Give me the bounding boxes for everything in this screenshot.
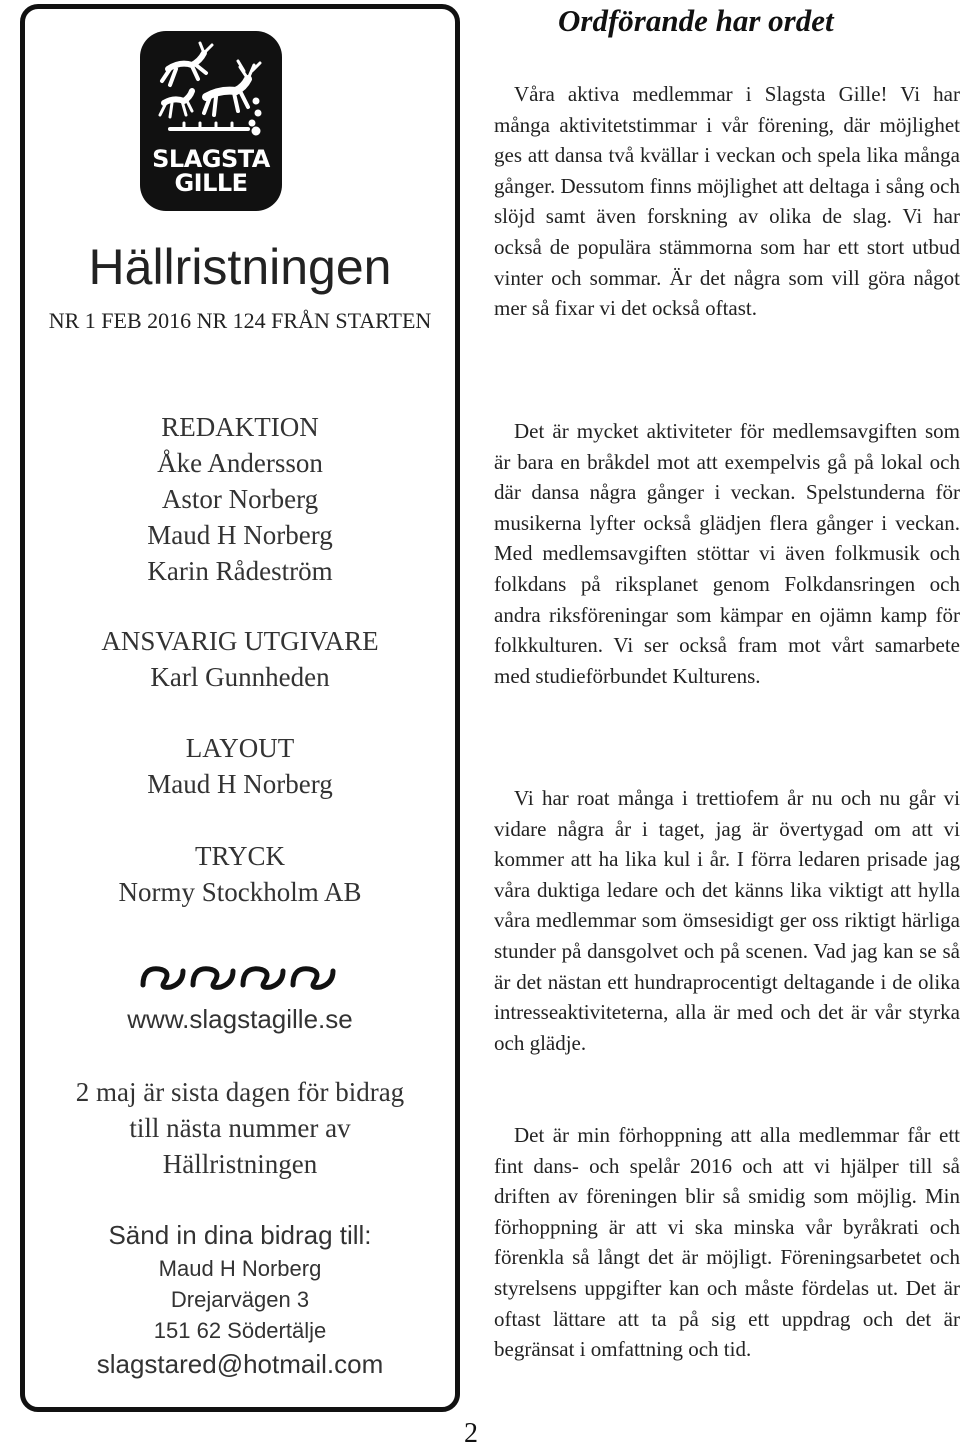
contact-name: Maud H Norberg — [158, 1256, 322, 1281]
redaktion-heading: REDAKTION — [161, 412, 319, 442]
ornament-divider-icon — [137, 959, 347, 993]
paragraph-text: Våra aktiva medlemmar i Slagsta Gille! Vi har många aktivitetstimmar i vår förening, där möjlighet ges att dansa två kvällar i veckan och spela lika många gånger. Dessutom finns möjlighet att deltaga i sång och slöjd samt även forskning av olika de slag. Vi har också de populära stämmorna som har ett stort utbud vinter och sommar. Är det några som vill göra något mer så fixar vi det också oftast. — [494, 82, 960, 321]
publisher-heading: ANSVARIG UTGIVARE — [101, 626, 379, 656]
deadline-notice — [25, 1074, 455, 1182]
website-link[interactable]: www.slagstagille.se — [127, 1004, 353, 1034]
slagsta-gille-logo — [140, 31, 282, 211]
deadline-line: till nästa nummer av — [129, 1113, 351, 1143]
contact-street: Drejarvägen 3 — [170, 1287, 310, 1312]
masthead-panel — [20, 4, 460, 1412]
print-section — [25, 838, 455, 910]
article-paragraph-3 — [494, 783, 960, 1058]
publisher-section — [25, 623, 455, 695]
contact-heading: Sänd in dina bidrag till: — [108, 1220, 372, 1250]
contact-email-link[interactable]: slagstared@hotmail.com — [96, 1349, 384, 1379]
page-number: 2 — [464, 1418, 478, 1449]
article-paragraph-1 — [494, 79, 960, 324]
editor-name: Karin Rådeström — [147, 556, 333, 586]
editor-name: Astor Norberg — [161, 484, 319, 514]
rock-carving-figures-icon — [140, 31, 282, 146]
editor-name: Åke Andersson — [157, 448, 323, 478]
article-paragraph-4 — [494, 1120, 960, 1365]
contact-section — [25, 1217, 455, 1382]
deadline-line: 2 maj är sista dagen för bidrag — [75, 1077, 405, 1107]
article-heading: Ordförande har ordet — [558, 3, 834, 38]
logo-text-line2: GILLE — [174, 169, 248, 197]
print-heading: TRYCK — [194, 841, 286, 871]
article-paragraph-2 — [494, 416, 960, 691]
editor-name: Maud H Norberg — [147, 520, 333, 550]
redaktion-section — [25, 409, 455, 589]
publisher-name: Karl Gunnheden — [150, 662, 330, 692]
printer-name: Normy Stockholm AB — [118, 877, 362, 907]
layout-section — [25, 730, 455, 802]
logo-text-line1: SLAGSTA — [152, 145, 270, 173]
paragraph-text: Vi har roat många i trettiofem år nu och nu går vi vidare några år i taget, jag är övertygad om att vi kommer att ha lika kul i år. I förra ledaren prisade jag våra duktiga ledare och det känns lika viktigt att hylla våra medlemmar som ömsesidigt ger oss riktigt härliga stunder på dansgolvet och på scenen. Vad jag kan se så är det nästan ett hundraprocentigt deltagande i de olika intresseaktiviteterna, alla är med och det är vår styrka och glädje. — [494, 786, 960, 1055]
deadline-line: Hällristningen — [162, 1149, 318, 1179]
paragraph-text: Det är min förhoppning att alla medlemmar får ett fint dans- och spelår 2016 och att vi hjälper till så driften av föreningen blir så smidig som möjlig. Min förhoppning är att vi ska minska vår byråkrati och förenkla så långt det är möjligt. Föreningsarbetet och styrelsens uppgifter kan och måste fördelas ut. Det är oftast lättare att ta på sig ett uppdrag och det är begränsat i omfattning och tid. — [494, 1123, 960, 1362]
layout-heading: LAYOUT — [185, 733, 295, 763]
contact-city: 151 62 Södertälje — [153, 1318, 327, 1343]
layout-name: Maud H Norberg — [147, 769, 333, 799]
magazine-title: Hällristningen — [88, 239, 392, 295]
issue-info: NR 1 FEB 2016 NR 124 FRÅN STARTEN — [48, 308, 432, 333]
paragraph-text: Det är mycket aktiviteter för medlemsavgiften som är bara en bråkdel mot att exempelvis gå på lokal och där dansa några gånger i veckan. Spelstunderna för musikerna lyfter också glädjen flera gånger i veckan. Med medlemsavgiften stöttar vi även folkmusik och folkdans på riksplanet genom Folkdansringen och andra riksföreningar som kämpar en ojämn kamp för folkkulturen. Vi ser också fram mot vårt samarbete med studieförbundet Kulturens. — [494, 419, 960, 688]
